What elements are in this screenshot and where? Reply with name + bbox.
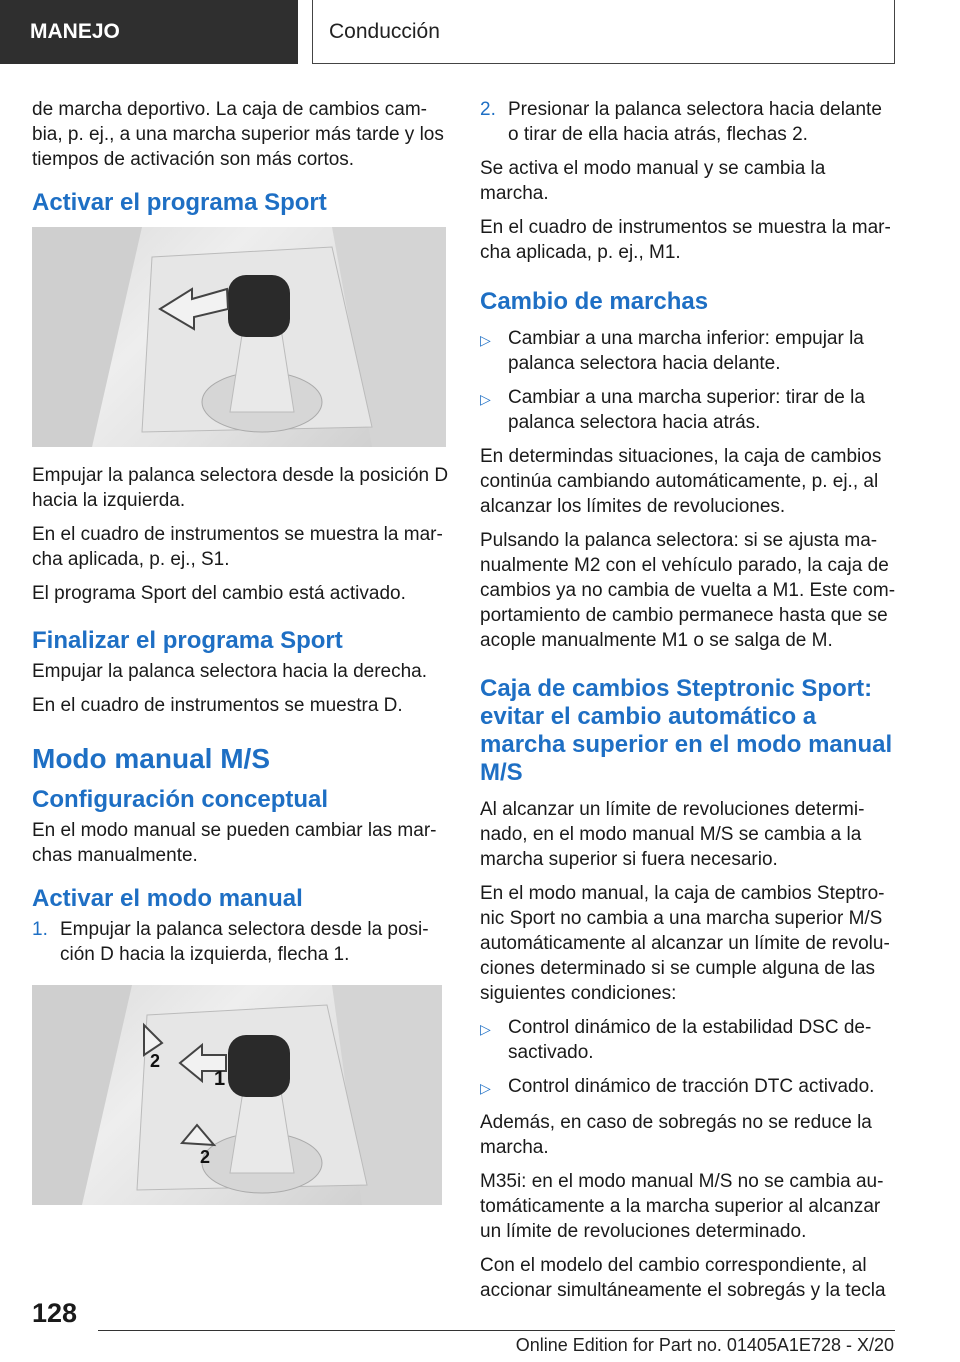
step-number: 2.: [480, 99, 496, 120]
step-number: 1.: [32, 919, 48, 940]
bullet-list-cambio: [480, 326, 896, 435]
left-column: [32, 97, 450, 1221]
heading-config: Configuración conceptual: [32, 786, 329, 813]
footer-divider: [98, 1330, 895, 1331]
bullet-text: Control dinámico de la estabilidad DSC desactivado.: [508, 1017, 872, 1063]
section-tab: [0, 0, 298, 64]
page-number: 128: [32, 1298, 78, 1328]
edition-note: Online Edition for Part no. 01405A1E728 - X/20: [515, 1335, 894, 1355]
p-modo-manual: Se activa el modo manual y se cambia la marcha.: [480, 158, 826, 204]
bullet-text: Cambiar a una marcha inferior: empujar la palanca selectora hacia delante.: [508, 328, 864, 374]
arrow-label-2-top: 2: [150, 1051, 161, 1071]
p-activado: El programa Sport del cambio está activado.: [32, 583, 406, 604]
list-item: [480, 97, 896, 147]
list-item: [480, 385, 896, 435]
p-cuadro-s1: En el cuadro de instrumentos se muestra la marcha aplicada, p. ej., S1.: [32, 524, 443, 570]
triangle-right-icon: ▷: [480, 1021, 491, 1037]
p-sobregas: Además, en caso de sobregás no se reduce la marcha.: [480, 1112, 872, 1158]
right-column: [480, 97, 896, 1312]
chapter-title: Conducción: [329, 19, 440, 43]
steps-list: [32, 917, 450, 967]
gear-selector-figure-1: [32, 227, 446, 447]
p-m35i: M35i: en el modo manual M/S no se cambia automáticamente a la marcha superior al alcanzar un límite de revoluciones determinado.: [480, 1171, 884, 1242]
bullet-list-condiciones: [480, 1015, 896, 1101]
steps-list-continued: [480, 97, 896, 147]
list-item: [32, 917, 450, 967]
p-situaciones: En determindas situaciones, la caja de cambios continúa cambiando automáticamente, p. ej., al alcanzar los límites de revoluciones.: [480, 446, 882, 517]
chapter-header: [312, 0, 895, 64]
list-item: [480, 326, 896, 376]
triangle-right-icon: ▷: [480, 332, 491, 348]
p-cuadro-m1: En el cuadro de instrumentos se muestra la marcha aplicada, p. ej., M1.: [480, 217, 891, 263]
bullet-text: Cambiar a una marcha superior: tirar de la palanca selectora hacia atrás.: [508, 387, 865, 433]
list-item: [480, 1015, 896, 1065]
p-en-modo: En el modo manual, la caja de cambios Steptronic Sport no cambia a una marcha superior M/S automáticamente al alcanzar un límite de revoluciones determinado si se cumple alguna de las siguientes condiciones:: [480, 883, 890, 1004]
bullet-text: Control dinámico de tracción DTC activado.: [508, 1076, 875, 1097]
heading-steptronic: Caja de cambios Steptronic Sport: evitar el cambio automático a marcha superior en el modo manual M/S: [480, 675, 893, 786]
heading-modo-manual: Modo manual M/S: [32, 743, 270, 774]
triangle-right-icon: ▷: [480, 1080, 491, 1096]
intro-paragraph: de marcha deportivo. La caja de cambios cambia, p. ej., a una marcha superior más tarde y los tiempos de activación son más cortos.: [32, 99, 444, 170]
heading-finalizar: Finalizar el programa Sport: [32, 627, 343, 654]
heading-activar-manual: Activar el modo manual: [32, 885, 303, 912]
arrow-label-2-bottom: 2: [200, 1147, 211, 1167]
p-derecha: Empujar la palanca selectora hacia la derecha.: [32, 661, 428, 682]
step-text: Presionar la palanca selectora hacia delante o tirar de ella hacia atrás, flechas 2.: [508, 99, 882, 145]
p-cuadro-d: En el cuadro de instrumentos se muestra D.: [32, 695, 403, 716]
p-pulsando: Pulsando la palanca selectora: si se ajusta manualmente M2 con el vehículo parado, la caja de cambios ya no cambia de vuelta a M1. Este comportamiento de cambio permanece hasta que se acople manualmente M1 o se salga de M.: [480, 530, 896, 651]
arrow-label-1: 1: [214, 1068, 226, 1090]
p-alcanzar: Al alcanzar un límite de revoluciones determinado, en el modo manual M/S se cambia a la marcha superior si fuera necesario.: [480, 799, 865, 870]
section-title: MANEJO: [30, 20, 120, 43]
list-item: [480, 1074, 896, 1101]
step-text: Empujar la palanca selectora desde la posición D hacia la izquierda, flecha 1.: [60, 919, 429, 965]
p-empujar: Empujar la palanca selectora desde la posición D hacia la izquierda.: [32, 465, 449, 511]
triangle-right-icon: ▷: [480, 391, 491, 407]
gear-selector-figure-2: [32, 985, 442, 1205]
heading-activar-sport: Activar el programa Sport: [32, 189, 327, 216]
p-modelo: Con el modelo del cambio correspondiente, al accionar simultáneamente el sobregás y la tecla: [480, 1255, 886, 1301]
heading-cambio: Cambio de marchas: [480, 288, 709, 315]
p-config: En el modo manual se pueden cambiar las marchas manualmente.: [32, 820, 437, 866]
